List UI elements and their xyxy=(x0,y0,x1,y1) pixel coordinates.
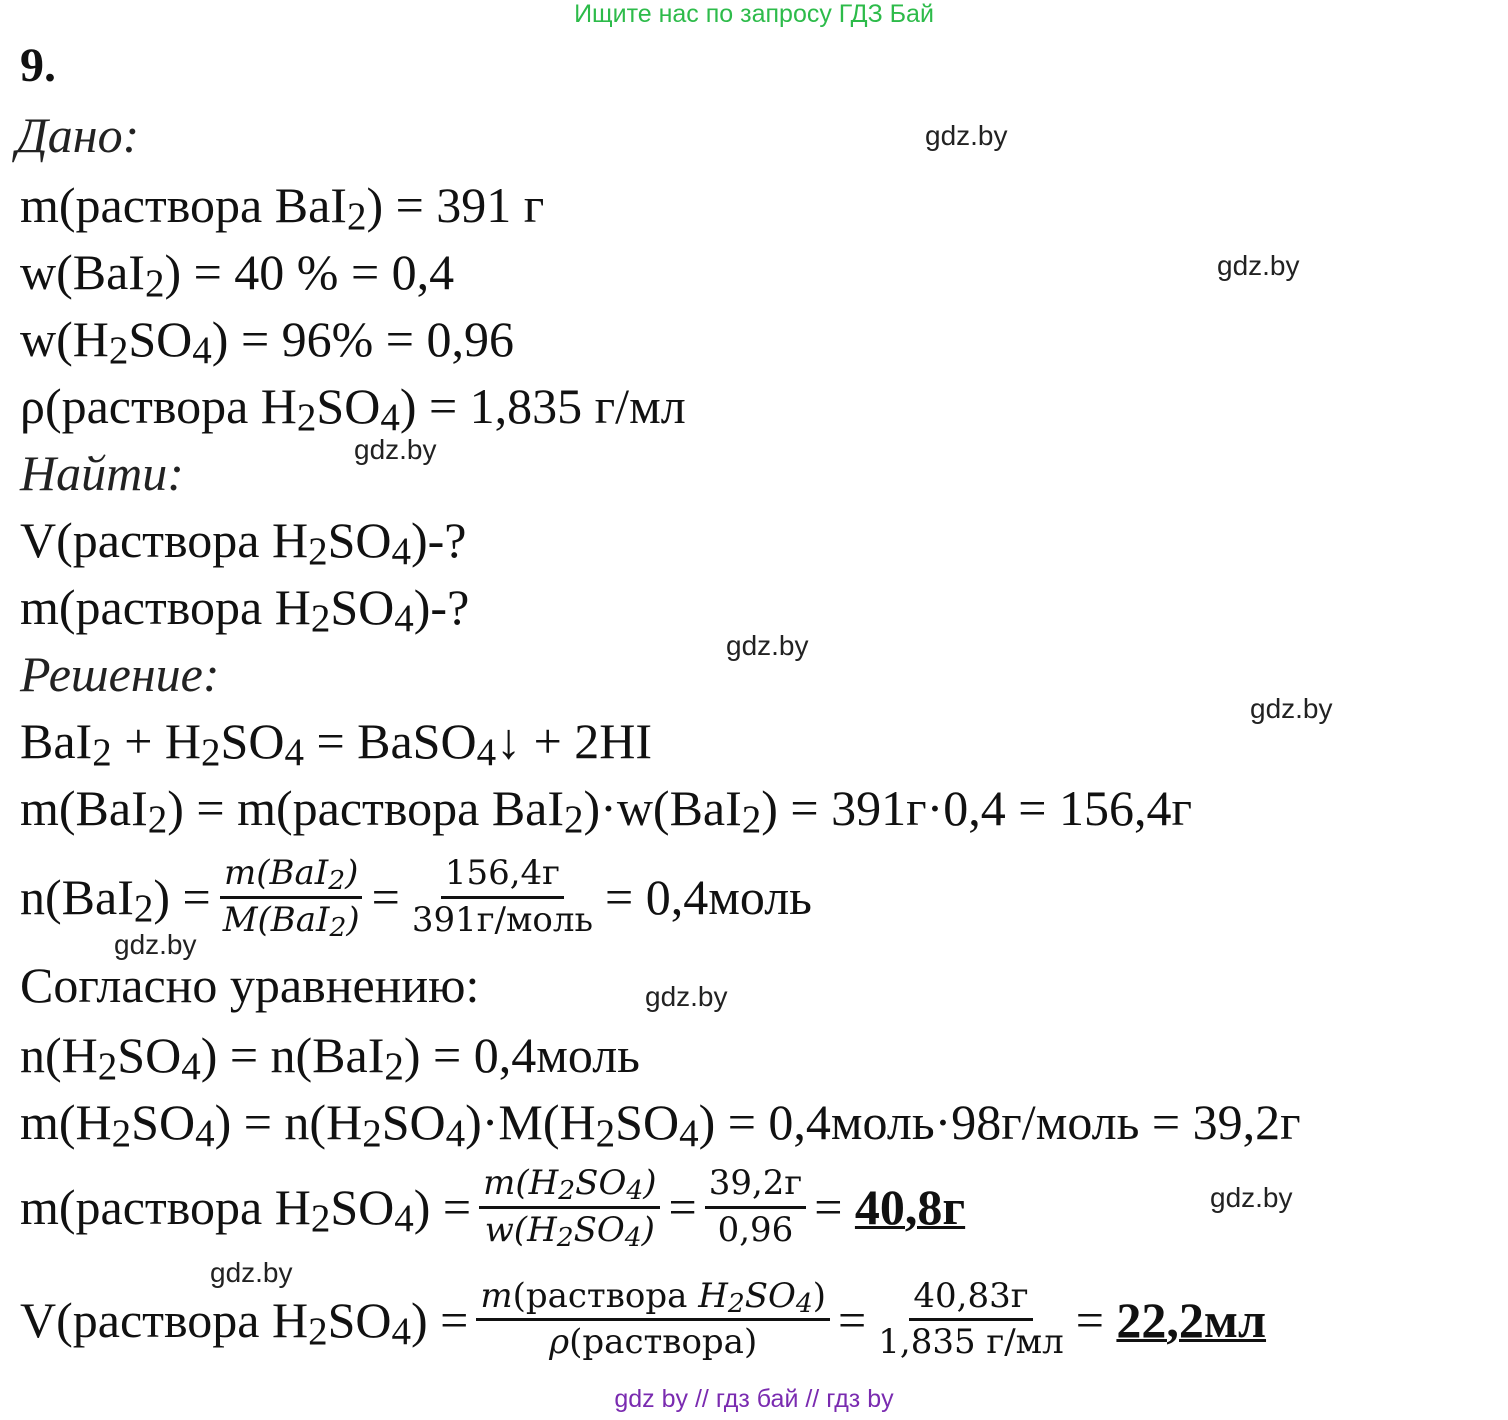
solution-heading: Решение: xyxy=(20,646,220,702)
watermark: gdz.by xyxy=(925,120,1008,151)
given-line-mass-bai2: m(раствора BaI$_2$) = 391 г xyxy=(20,177,545,239)
answer-volume: 22,2мл xyxy=(1116,1291,1267,1348)
fraction-mass-values: $\frac{39,2г}{0,96}$ xyxy=(705,1164,807,1249)
reaction-equation: $BaI_2 + H_2SO_4$ = BaSO$_4$↓ + 2HI xyxy=(20,713,653,775)
watermark: gdz.by xyxy=(114,929,197,960)
according-to-equation: Согласно уравнению: xyxy=(20,957,480,1013)
watermark: gdz.by xyxy=(354,434,437,465)
find-line-volume: V(раствора $H_2SO_4)-$? xyxy=(20,512,467,574)
task-number: 9. xyxy=(20,39,56,92)
fraction-values: $\frac{156,4г}{\text{391г/моль}}$ xyxy=(411,853,594,940)
fraction-volume-values: $\frac{40,83г}{1,835 г/мл}$ xyxy=(878,1275,1064,1362)
fraction-m-over-rho: $\frac{m(раствора H_2SO_4)}{\text{ρ(раствора)}}$ xyxy=(476,1277,830,1362)
watermark: gdz.by xyxy=(1217,250,1300,281)
mass-solution-calc: m(раствора $H_2SO_4$) = $\frac{m(H_2SO_4)}{w(H_2SO_4)}$ = $\frac{39,2г}{0,96}$ = 40,8г xyxy=(20,1163,966,1253)
fraction-m-over-w: $\frac{m(H_2SO_4)}{w(H_2SO_4)}$ xyxy=(479,1164,660,1249)
moles-h2so4: $n(H_2SO_4) = n(BaI_2)$ = 0,4моль xyxy=(20,1027,640,1089)
given-line-w-h2so4: $w(H_2SO_4) = 96\% = 0,96$ xyxy=(20,311,514,373)
watermark: gdz.by xyxy=(645,981,728,1012)
watermark: gdz.by xyxy=(726,630,809,661)
answer-mass: 40,8г xyxy=(854,1179,966,1235)
watermark: gdz.by xyxy=(210,1257,293,1288)
volume-solution-calc: V(раствора $H_2SO_4$) = $\frac{m(раствора H_2SO_4)}{\text{ρ(раствора)}}$ = $\frac{40,83г}{1,835 г/мл}$ = 22,2мл xyxy=(20,1275,1267,1362)
footer-links: gdz by // гдз бай // гдз by xyxy=(614,1385,894,1413)
watermark: gdz.by xyxy=(1210,1182,1293,1213)
mass-bai2-calc: m(BaI$_2$) = m(раствора BaI$_2$)·w(BaI$_2$) = 391г·0,4 = 156,4г xyxy=(20,780,1192,842)
given-line-w-bai2: w(BaI$_2$) = 40 % = 0,4 xyxy=(20,244,455,306)
search-banner: Ищите нас по запросу ГДЗ Бай xyxy=(574,0,934,28)
find-heading: Найти: xyxy=(20,445,184,501)
given-heading: Дано: xyxy=(16,107,140,163)
mass-h2so4-calc: $m(H_2SO_4) = n(H_2SO_4)\cdot M(H_2SO_4)$ = 0,4моль·98г/моль = 39,2г xyxy=(20,1094,1301,1156)
find-line-mass: m(раствора $H_2SO_4)-$? xyxy=(20,579,470,641)
moles-bai2-calc: n(BaI$_2$) = $\frac{m(BaI_2)}{M(BaI_2)}$ = $\frac{156,4г}{\text{391г/моль}}$ = 0,4моль xyxy=(20,853,812,943)
fraction-m-over-M: $\frac{m(BaI_2)}{M(BaI_2)}$ xyxy=(219,854,364,939)
given-line-density: ρ(раствора $H_2SO_4) = 1,835$ г/мл xyxy=(20,378,686,440)
watermark: gdz.by xyxy=(1250,693,1333,724)
